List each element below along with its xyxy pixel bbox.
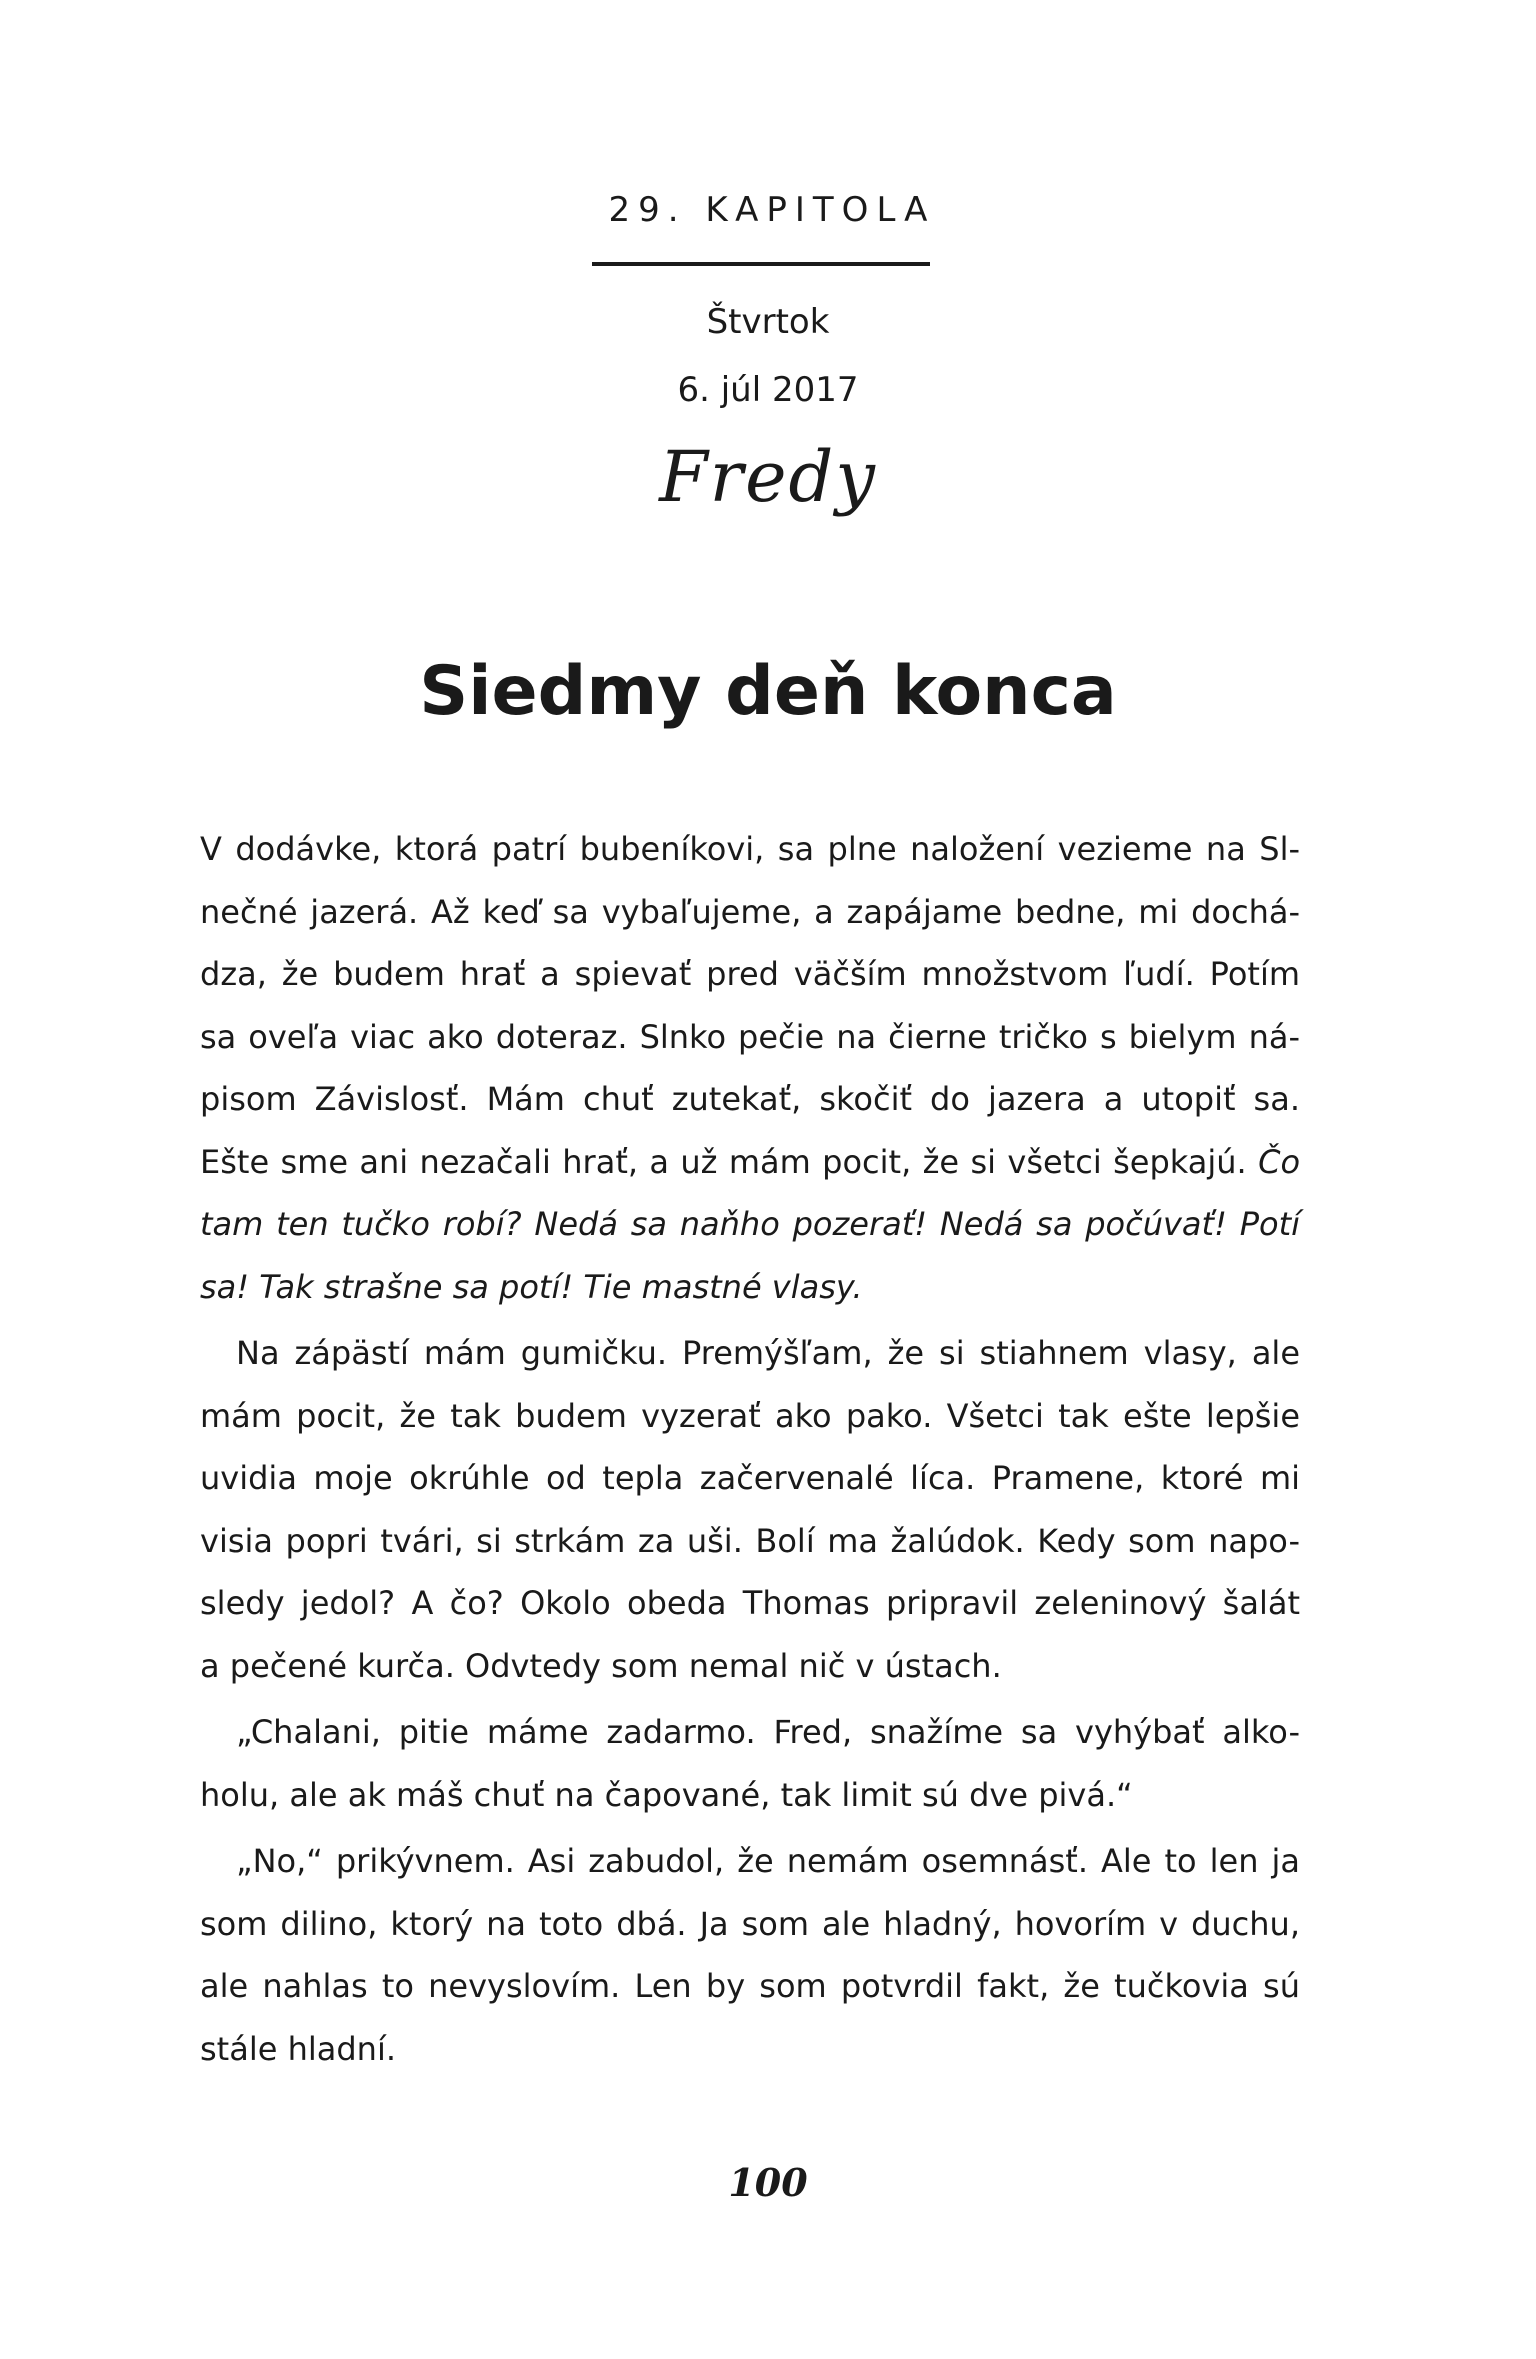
chapter-body — [200, 818, 1300, 2080]
text-line: nečné jazerá. Až keď sa vybaľujeme, a zapájame bedne, mi dochá- — [200, 892, 1300, 931]
chapter-divider — [592, 262, 930, 266]
italic-segment: sa! Tak strašne sa potí! Tie mastné vlasy. — [200, 1267, 863, 1306]
text-line: V dodávke, ktorá patrí bubeníkovi, sa plne naložení vezieme na Sl- — [200, 830, 1300, 868]
italic-segment: tam ten tučko robí? Nedá sa naňho pozerať! Nedá sa počúvať! Potí — [200, 1205, 1300, 1243]
text-line: uvidia moje okrúhle od tepla začervenalé líca. Pramene, ktoré mi — [200, 1459, 1300, 1497]
text-line: dza, že budem hrať a spievať pred väčším množstvom ľudí. Potím — [200, 955, 1300, 993]
text-line-italic — [200, 1256, 1300, 1319]
chapter-weekday: Štvrtok — [706, 302, 830, 342]
text-line: mám pocit, že tak budem vyzerať ako pako. Všetci tak ešte lepšie — [200, 1396, 1300, 1435]
text-line: a pečené kurča. Odvtedy som nemal nič v ústach. — [200, 1646, 1002, 1685]
page-number: 100 — [728, 2160, 808, 2205]
text-line: pisom Závislosť. Mám chuť zutekať, skočiť do jazera a utopiť sa. — [200, 1080, 1300, 1118]
text-line: Na zápästí mám gumičku. Premýšľam, že si stiahnem vlasy, ale — [236, 1334, 1300, 1372]
italic-segment: Čo — [1258, 1142, 1301, 1181]
text-line: stále hladní. — [200, 2029, 397, 2068]
text-line: „Chalani, pitie máme zadarmo. Fred, snažíme sa vyhýbať alko- — [236, 1713, 1300, 1751]
text-line: som dilino, ktorý na toto dbá. Ja som ale hladný, hovorím v duchu, — [200, 1904, 1300, 1943]
text-line: sledy jedol? A čo? Okolo obeda Thomas pripravil zeleninový šalát — [200, 1584, 1300, 1622]
text-line: holu, ale ak máš chuť na čapované, tak limit sú dve pivá.“ — [200, 1775, 1133, 1814]
text-line: ale nahlas to nevyslovím. Len by som potvrdil fakt, že tučkovia sú — [200, 1967, 1300, 2005]
text-line-mixed — [200, 1131, 1300, 1194]
chapter-date: 6. júl 2017 — [677, 370, 859, 410]
text-line: „No,“ prikývnem. Asi zabudol, že nemám osemnásť. Ale to len ja — [236, 1842, 1300, 1880]
chapter-title: Siedmy deň konca — [419, 652, 1117, 731]
text-segment: Ešte sme ani nezačali hrať, a už mám pocit, že si všetci šepkajú. — [200, 1142, 1247, 1181]
narrator-name: Fredy — [659, 436, 877, 518]
chapter-label: 29. KAPITOLA — [608, 190, 936, 230]
text-line-italic — [200, 1193, 1300, 1256]
text-line: sa oveľa viac ako doteraz. Slnko pečie na čierne tričko s bielym ná- — [200, 1017, 1300, 1056]
text-line: visia popri tvári, si strkám za uši. Bolí ma žalúdok. Kedy som napo- — [200, 1521, 1300, 1560]
